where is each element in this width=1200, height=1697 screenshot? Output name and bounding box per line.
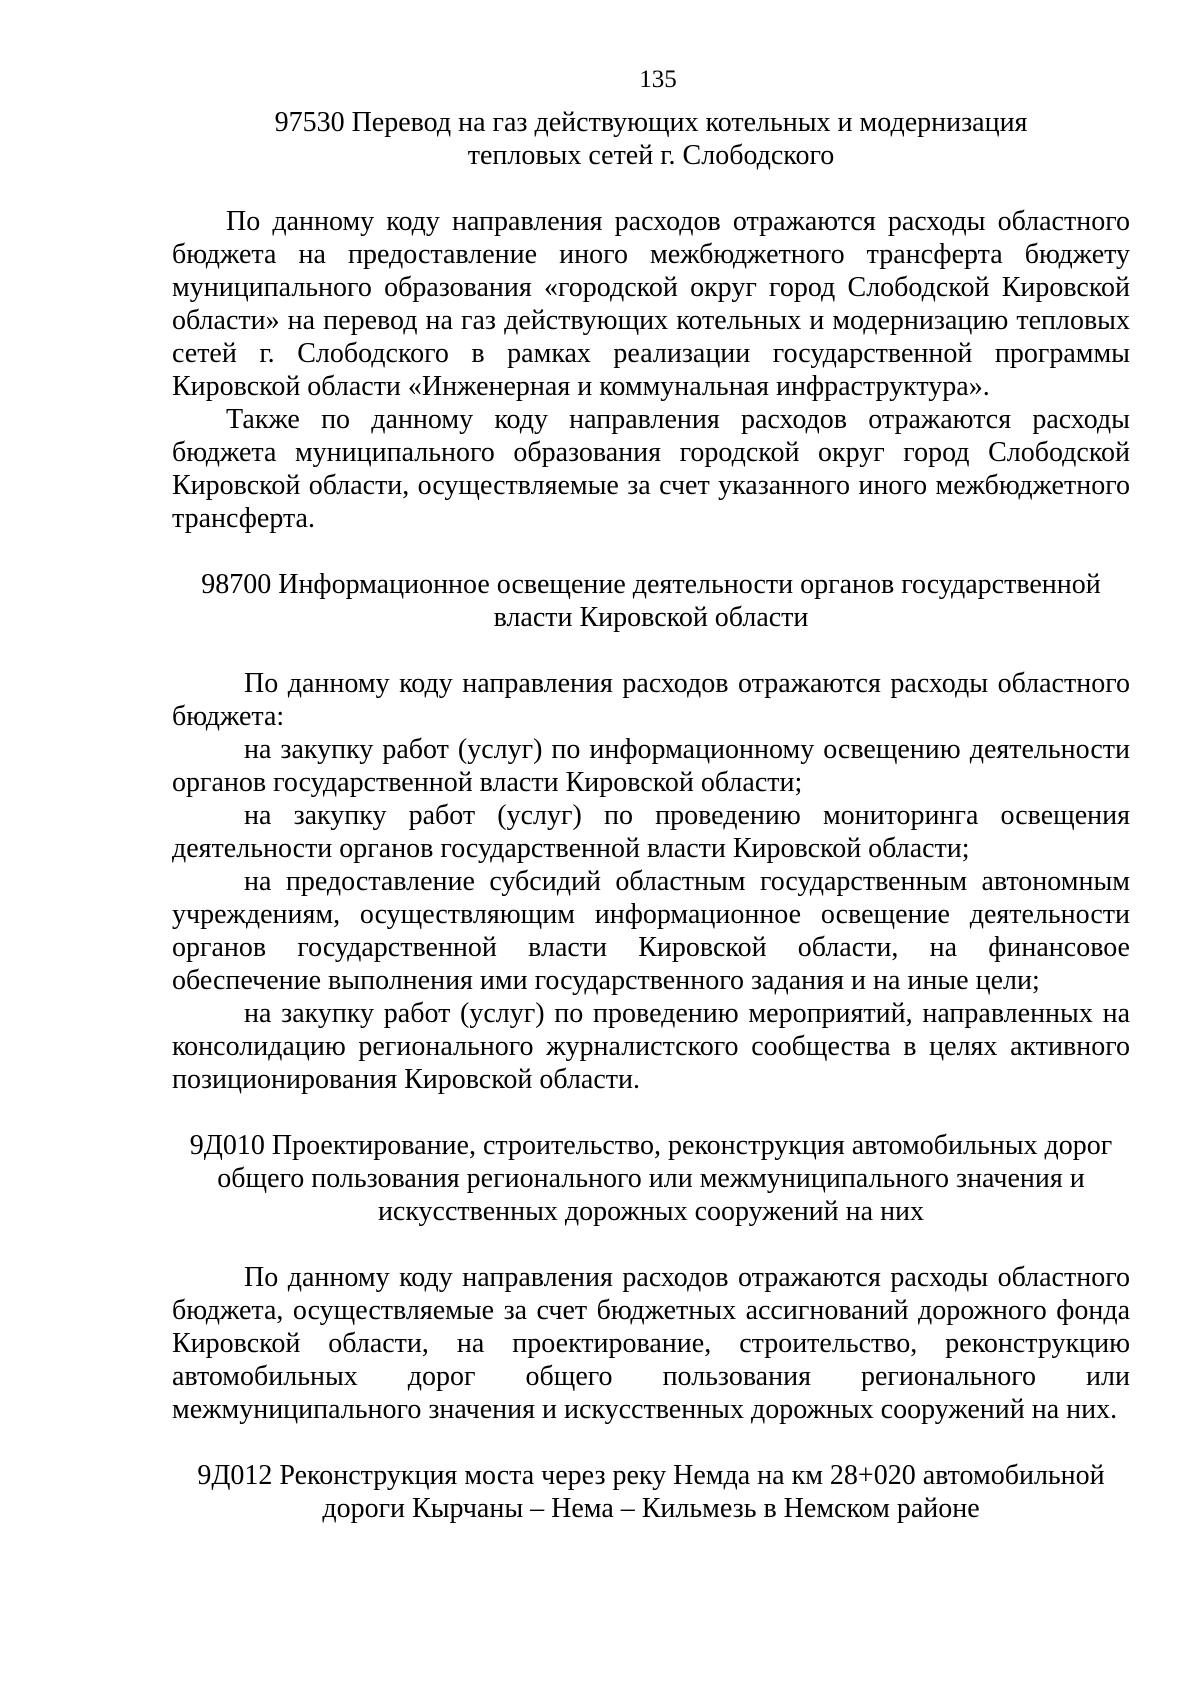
paragraph: По данному коду направления расходов отражаются расходы областного бюджета:	[172, 668, 1130, 732]
heading-line: дороги Кырчаны – Нема – Кильмезь в Немском районе	[322, 1493, 980, 1524]
paragraph: Также по данному коду направления расходов отражаются расходы бюджета муниципального образования городской округ город Слободской Кировской области, осуществляемые за счет указанного иного межбюджетного трансферта.	[172, 404, 1130, 534]
paragraph: на закупку работ (услуг) по проведению мероприятий, направленных на консолидацию регионального журналистского сообщества в целях активного позиционирования Кировской области.	[172, 998, 1130, 1095]
heading-line: тепловых сетей г. Слободского	[467, 140, 835, 171]
section-heading-97530	[172, 106, 1130, 172]
section-heading-98700	[172, 568, 1130, 634]
paragraph: на закупку работ (услуг) по информационному освещению деятельности органов государственной власти Кировской области;	[172, 734, 1130, 798]
document-page	[172, 64, 1130, 1525]
heading-line: общего пользования регионального или межмуниципального значения и	[217, 1163, 1085, 1194]
heading-line: 97530 Перевод на газ действующих котельных и модернизация	[274, 107, 1028, 138]
paragraph: на предоставление субсидий областным государственным автономным учреждениям, осуществляющим информационное освещение деятельности органов государственной власти Кировской области, на финансовое обеспечение выполнения ими государственного задания и на иные цели;	[172, 866, 1130, 996]
heading-line: 9Д010 Проектирование, строительство, реконструкция автомобильных дорог	[189, 1130, 1113, 1161]
page-number: 135	[639, 66, 677, 93]
section-heading-9d012	[172, 1459, 1130, 1525]
paragraph: на закупку работ (услуг) по проведению мониторинга освещения деятельности органов государственной власти Кировской области;	[172, 800, 1130, 864]
heading-line: власти Кировской области	[493, 602, 809, 633]
paragraph: По данному коду направления расходов отражаются расходы областного бюджета на предоставление иного межбюджетного трансферта бюджету муниципального образования «городской округ город Слободской Кировской области» на перевод на газ действующих котельных и модернизацию тепловых сетей г. Слободского в рамках реализации государственной программы Кировской области «Инженерная и коммунальная инфраструктура».	[172, 206, 1130, 402]
heading-line: искусственных дорожных сооружений на них	[377, 1196, 925, 1227]
paragraph: По данному коду направления расходов отражаются расходы областного бюджета, осуществляемые за счет бюджетных ассигнований дорожного фонда Кировской области, на проектирование, строительство, реконструкцию автомобильных дорог общего пользования регионального или межмуниципального значения и искусственных дорожных сооружений на них.	[172, 1262, 1130, 1425]
heading-line: 98700 Информационное освещение деятельности органов государственной	[201, 569, 1101, 600]
heading-line: 9Д012 Реконструкция моста через реку Немда на км 28+020 автомобильной	[197, 1460, 1105, 1491]
section-heading-9d010	[172, 1129, 1130, 1228]
